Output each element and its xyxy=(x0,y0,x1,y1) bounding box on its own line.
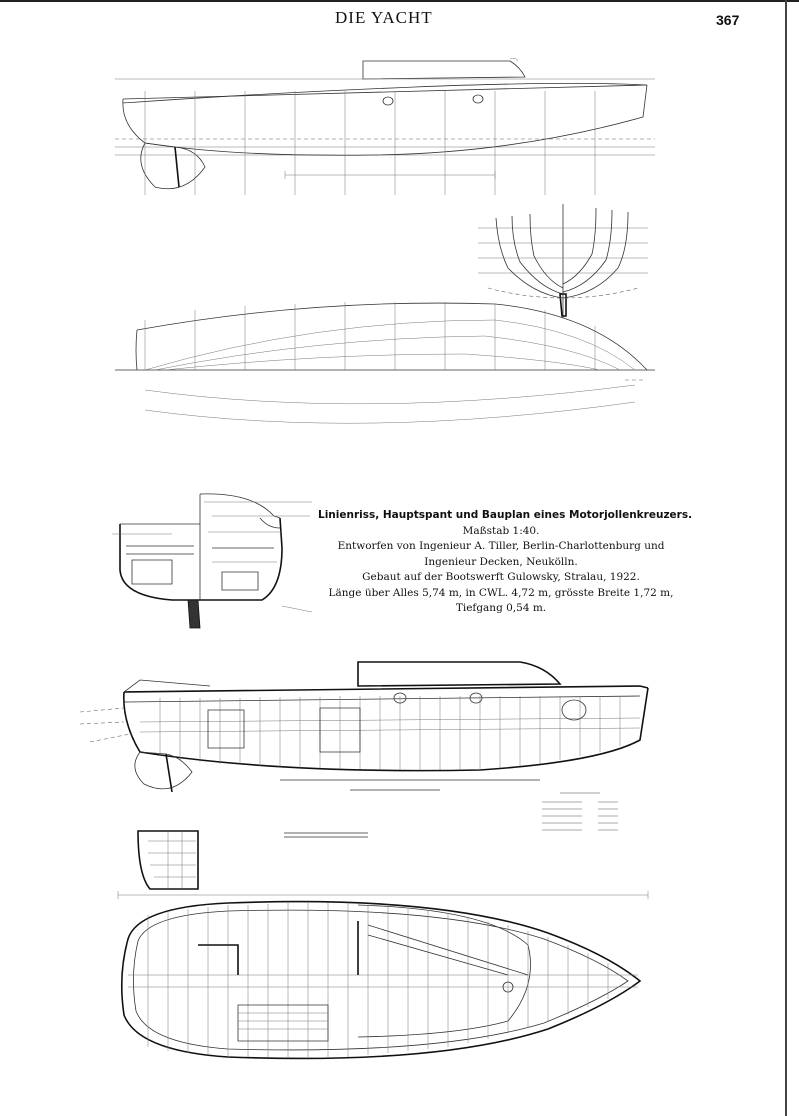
figure-caption xyxy=(318,508,693,617)
caption-title: Linienriss, Hauptspant und Bauplan eines Motorjollenkreuzers. xyxy=(318,509,693,521)
caption-builder: Gebaut auf der Bootswerft Gulowsky, Stralau, 1922. xyxy=(362,571,640,583)
lines-plan-profile xyxy=(115,55,655,195)
caption-designer-line-1: Entworfen von Ingenieur A. Tiller, Berlin-Charlottenburg und xyxy=(337,540,665,552)
midship-section xyxy=(112,488,317,638)
page-edge-right xyxy=(785,0,787,1116)
caption-designer-line-2: Ingenieur Decken, Neukölln. xyxy=(424,555,578,568)
running-header-title: DIE YACHT xyxy=(335,8,433,27)
caption-scale: Maßstab 1:40. xyxy=(462,524,540,537)
page-number: 367 xyxy=(716,12,740,28)
caption-dimensions-line-1: Länge über Alles 5,74 m, in CWL. 4,72 m, grösste Breite 1,72 m, xyxy=(328,586,674,599)
lines-plan-half-breadth xyxy=(115,290,655,450)
construction-plan-view xyxy=(108,825,658,1065)
page-edge-top xyxy=(0,0,799,2)
caption-dimensions-line-2: Tiefgang 0,54 m. xyxy=(455,602,547,614)
